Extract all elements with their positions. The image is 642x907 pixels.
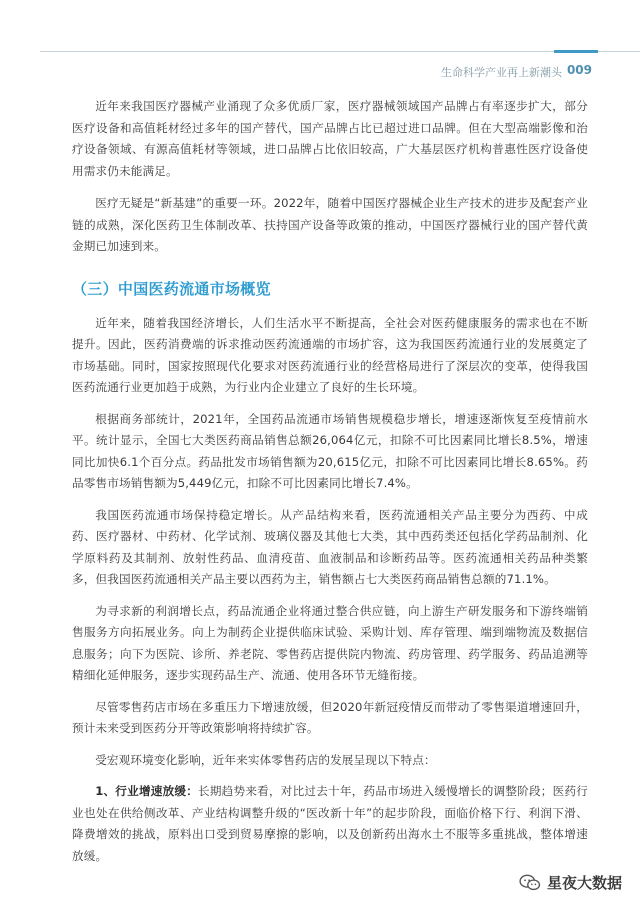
header-accent-bar	[554, 50, 598, 53]
point-1-text: 长期趋势来看，对比过去十年，药品市场进入缓慢增长的调整阶段；医药行业也处在供给侧改革、产业结构调整升级的“医改新十年”的起步阶段，面临价格下行、利润下滑、降费增效的挑战，原料出口受到贸易摩擦的影响，以及创新药出海水土不服等多重挑战，整体增速放缓。	[72, 784, 589, 863]
paragraph: 近年来我国医疗器械产业涌现了众多优质厂家，医疗器械领域国产品牌占有率逐步扩大，部分医疗设备和高值耗材经过多年的国产替代，国产品牌占比已超过进口品牌。但在大型高端影像和治疗设备领域、有源高值耗材等领域，进口品牌占比依旧较高，广大基层医疗机构普惠性医疗设备使用需求仍未能满足。	[72, 99, 588, 178]
paragraph: 尽管零售药店市场在多重压力下增速放缓，但2020年新冠疫情反而带动了零售渠道增速回升，预计未来受到医药分开等政策影响将持续扩容。	[72, 699, 588, 735]
page-header	[0, 30, 642, 79]
article-body	[72, 96, 588, 867]
paragraph: 我国医药流通市场保持稳定增长。从产品结构来看，医药流通相关产品主要分为西药、中成药、医疗器材、中药材、化学试剂、玻璃仪器及其他七大类，其中西药类还包括化学药品制剂、化学原料药及其制剂、放射性药品、血清疫苗、血液制品和诊断药品等。医药流通相关药品种类繁多，但我国医药流通相关产品主要以西药为主，销售额占七大类医药商品销售总额的71.1%。	[72, 507, 588, 586]
paragraph: 医疗无疑是“新基建”的重要一环。2022年，随着中国医疗器械企业生产技术的进步及配套产业链的成熟，深化医药卫生体制改革、扶持国产设备等政策的推动，中国医疗器械行业的国产替代黄金期已加速到来。	[72, 196, 588, 253]
paragraph: 受宏观环境变化影响，近年来实体零售药店的发展呈现以下特点：	[95, 752, 436, 767]
paragraph: 近年来，随着我国经济增长，人们生活水平不断提高，全社会对医药健康服务的需求也在不断提升。因此，医药消费端的诉求推动医药流通端的市场扩容，这为我国医药流通行业的发展奠定了市场基础。同时，国家按照现代化要求对医药流通行业的经营格局进行了深层次的变革，使得我国医药流通行业更加趋于成熟，为行业内企业建立了良好的生长环境。	[72, 315, 588, 394]
section-title: （三）中国医药流通市场概览	[72, 279, 271, 298]
wechat-icon	[519, 874, 541, 892]
footer-watermark	[519, 872, 622, 893]
point-1-lead: 1、行业增速放缓：	[95, 784, 199, 798]
paragraph: 根据商务部统计，2021年，全国药品流通市场销售规模稳步增长，增速逐渐恢复至疫情前水平。统计显示，全国七大类医药商品销售总额26,064亿元，扣除不可比因素同比增长8.5%，增速同比加快6.1个百分点。药品批发市场销售额为20,615亿元，扣除不可比因素同比增长8.65%。药品零售市场销售额为5,449亿元，扣除不可比因素同比增长7.4%。	[72, 411, 588, 490]
header-divider	[40, 51, 640, 52]
header-title: 生命科学产业再上新潮头	[441, 66, 562, 79]
paragraph: 为寻求新的利润增长点，药品流通企业将通过整合供应链，向上游生产研发服务和下游终端销售服务方向拓展业务。向上为制药企业提供临床试验、采购计划、库存管理、端到端物流及数据信息服务；向下为医院、诊所、养老院、零售药店提供院内物流、药房管理、药学服务、药品追溯等精细化延伸服务，逐步实现药品生产、流通、使用各环节无缝衔接。	[72, 603, 588, 682]
footer-source: 星夜大数据	[546, 874, 622, 892]
point-1	[72, 781, 588, 867]
page-number: 009	[566, 63, 592, 77]
